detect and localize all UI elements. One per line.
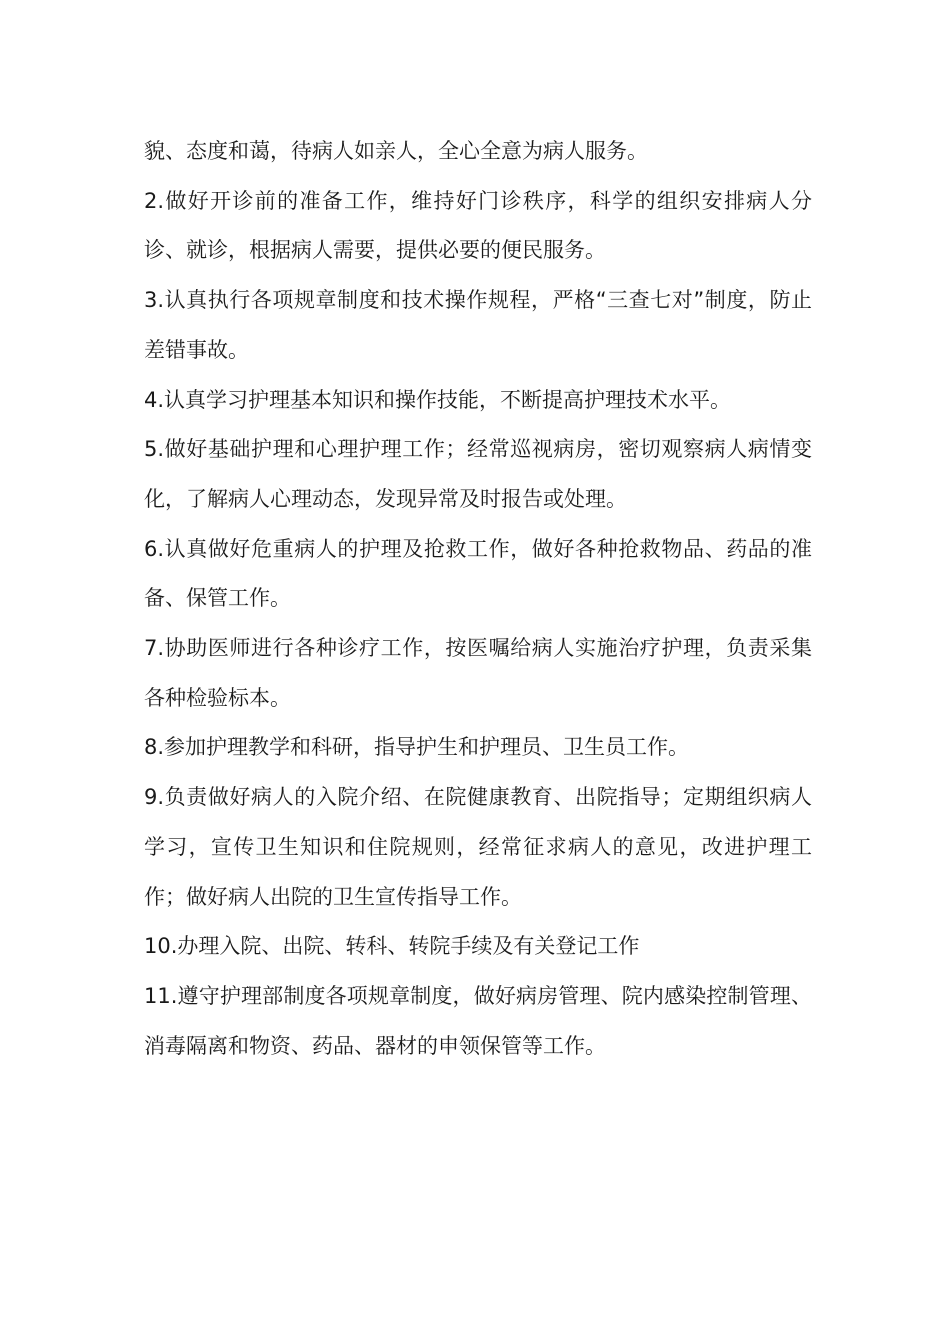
paragraph-item-7: 7.协助医师进行各种诊疗工作，按医嘱给病人实施治疗护理，负责采集各种检验标本。	[144, 636, 812, 710]
paragraph-item-6: 6.认真做好危重病人的护理及抢救工作，做好各种抢救物品、药品的准备、保管工作。	[144, 536, 812, 611]
paragraph-item-8: 8.参加护理教学和科研，指导护生和护理员、卫生员工作。	[144, 735, 690, 760]
paragraph-item-9: 9.负责做好病人的入院介绍、在院健康教育、出院指导；定期组织病人学习，宣传卫生知识和住院规则，经常征求病人的意见，改进护理工作；做好病人出院的卫生宣传指导工作。	[144, 785, 812, 909]
paragraph-item-3: 3.认真执行各项规章制度和技术操作规程，严格“三查七对”制度，防止差错事故。	[144, 288, 812, 362]
paragraph-item-4: 4.认真学习护理基本知识和操作技能，不断提高护理技术水平。	[144, 387, 732, 412]
paragraph-continued: 貌、态度和蔼，待病人如亲人，全心全意为病人服务。	[144, 139, 648, 163]
paragraph-item-11: 11.遵守护理部制度各项规章制度，做好病房管理、院内感染控制管理、消毒隔离和物资、药品、器材的申领保管等工作。	[144, 983, 812, 1058]
paragraph-item-10: 10.办理入院、出院、转科、转院手续及有关登记工作	[144, 934, 640, 959]
paragraph-item-2: 2.做好开诊前的准备工作，维持好门诊秩序，科学的组织安排病人分诊、就诊，根据病人需要，提供必要的便民服务。	[144, 188, 812, 263]
document-body	[144, 127, 812, 1071]
paragraph-item-5: 5.做好基础护理和心理护理工作；经常巡视病房，密切观察病人病情变化，了解病人心理动态，发现异常及时报告或处理。	[144, 437, 812, 511]
